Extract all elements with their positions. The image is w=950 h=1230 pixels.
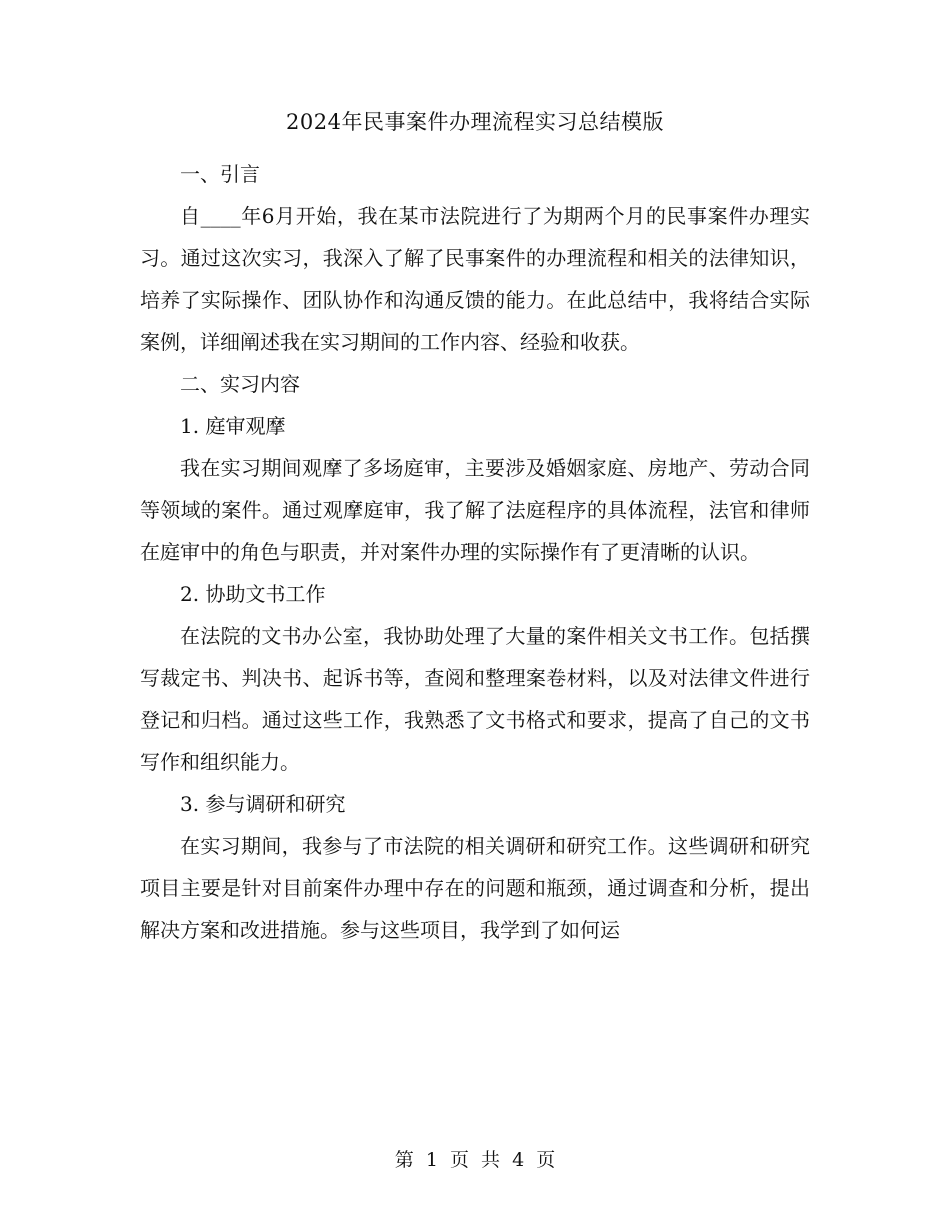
subheading-document-work: 2. 协助文书工作	[180, 582, 326, 606]
paragraph-trial-observation: 我在实习期间观摩了多场庭审，主要涉及婚姻家庭、房地产、劳动合同等领域的案件。通过观摩庭审，我了解了法庭程序的具体流程，法官和律师在庭审中的角色与职责，并对案件办理的实际操作有了更清晰的认识。	[140, 456, 810, 564]
paragraph-research: 在实习期间，我参与了市法院的相关调研和研究工作。这些调研和研究项目主要是针对目前案件办理中存在的问题和瓶颈，通过调查和分析，提出解决方案和改进措施。参与这些项目，我学到了如何运	[140, 834, 810, 942]
footer-prefix: 第	[394, 1149, 414, 1171]
section-heading-content: 二、实习内容	[180, 372, 300, 396]
paragraph-intro: 自____年6月开始，我在某市法院进行了为期两个月的民事案件办理实习。通过这次实习，我深入了解了民事案件的办理流程和相关的法律知识，培养了实际操作、团队协作和沟通反馈的能力。在此总结中，我将结合实际案例，详细阐述我在实习期间的工作内容、经验和收获。	[140, 204, 810, 354]
page-footer	[0, 1146, 950, 1174]
footer-total-suffix: 页	[536, 1149, 556, 1171]
subheading-research: 3. 参与调研和研究	[180, 792, 346, 816]
footer-page-word: 页	[449, 1149, 469, 1171]
footer-current-page: 1	[425, 1149, 438, 1171]
section-heading-intro: 一、引言	[180, 162, 260, 186]
footer-total-pages: 4	[512, 1149, 525, 1171]
footer-total-prefix: 共	[481, 1149, 501, 1171]
subheading-trial-observation: 1. 庭审观摩	[180, 414, 286, 438]
document-body	[140, 153, 810, 951]
paragraph-document-work: 在法院的文书办公室，我协助处理了大量的案件相关文书工作。包括撰写裁定书、判决书、起诉书等，查阅和整理案卷材料，以及对法律文件进行登记和归档。通过这些工作，我熟悉了文书格式和要求，提高了自己的文书写作和组织能力。	[140, 624, 810, 774]
document-title: 2024年民事案件办理流程实习总结模版	[286, 110, 664, 134]
